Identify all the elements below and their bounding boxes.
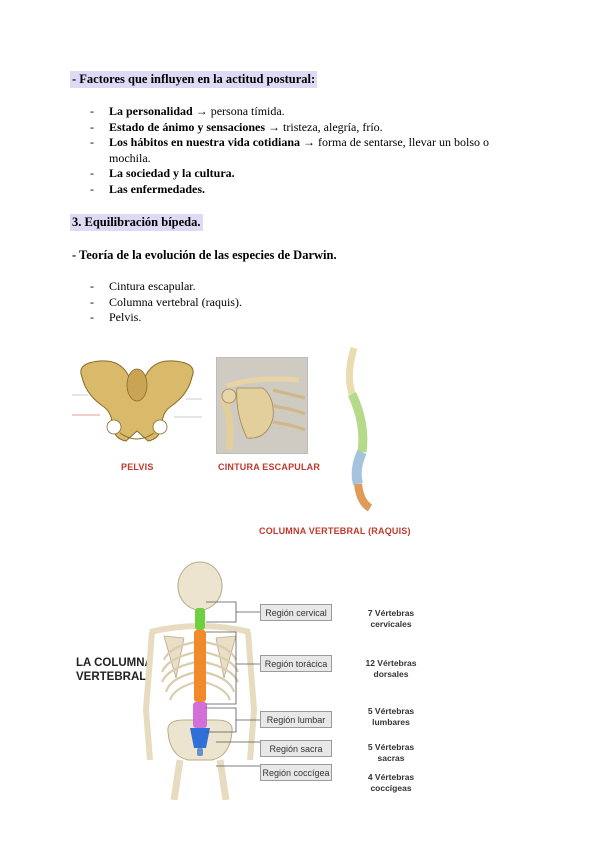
region-label-cervical: Región cervical bbox=[260, 604, 332, 621]
factores-list bbox=[72, 104, 522, 197]
region-connector-lines bbox=[200, 600, 262, 780]
list-item: - Cintura escapular. bbox=[72, 279, 472, 295]
spine-caption: COLUMNA VERTEBRAL (RAQUIS) bbox=[259, 526, 411, 536]
list-item: - Pelvis. bbox=[72, 310, 472, 326]
vertebra-count-cervical: 7 Vértebras cervicales bbox=[367, 608, 415, 629]
spine-diagram-title-line1: LA COLUMNA bbox=[76, 657, 153, 669]
shoulder-caption: CINTURA ESCAPULAR bbox=[218, 462, 321, 472]
vertebra-count-coccygeal: 4 Vértebras coccígeas bbox=[367, 772, 415, 793]
vertebra-count-thoracic: 12 Vértebras dorsales bbox=[365, 658, 417, 679]
region-label-thoracic: Región torácica bbox=[260, 655, 332, 672]
region-label-sacral: Región sacra bbox=[260, 740, 332, 757]
shoulder-girdle-illustration bbox=[216, 357, 308, 454]
list-item: - La sociedad y la cultura. bbox=[72, 166, 522, 182]
spine-diagram-title-line2: VERTEBRAL bbox=[76, 671, 147, 683]
vertebra-count-lumbar: 5 Vértebras lumbares bbox=[367, 706, 415, 727]
spine-side-illustration bbox=[336, 344, 386, 514]
darwin-list bbox=[72, 279, 472, 326]
region-label-coccygeal: Región coccígea bbox=[260, 764, 332, 781]
list-item: - Los hábitos en nuestra vida cotidiana → forma de sentarse, llevar un bolso o mochila. bbox=[72, 135, 522, 166]
vertebra-count-sacral: 5 Vértebras sacras bbox=[367, 742, 415, 763]
pelvis-caption: PELVIS bbox=[121, 462, 154, 472]
section-heading-equilibracion: 3. Equilibración bípeda. bbox=[72, 215, 201, 229]
region-label-lumbar: Región lumbar bbox=[260, 711, 332, 728]
list-item: - Estado de ánimo y sensaciones → tristeza, alegría, frío. bbox=[72, 120, 522, 136]
list-item: - La personalidad → persona tímida. bbox=[72, 104, 522, 120]
list-item: - Las enfermedades. bbox=[72, 182, 522, 198]
pelvis-illustration bbox=[70, 355, 205, 450]
section-heading-factores: - Factores que influyen en la actitud postural: bbox=[72, 72, 316, 86]
list-item: - Columna vertebral (raquis). bbox=[72, 295, 472, 311]
subheading-darwin: - Teoría de la evolución de las especies de Darwin. bbox=[72, 248, 337, 262]
